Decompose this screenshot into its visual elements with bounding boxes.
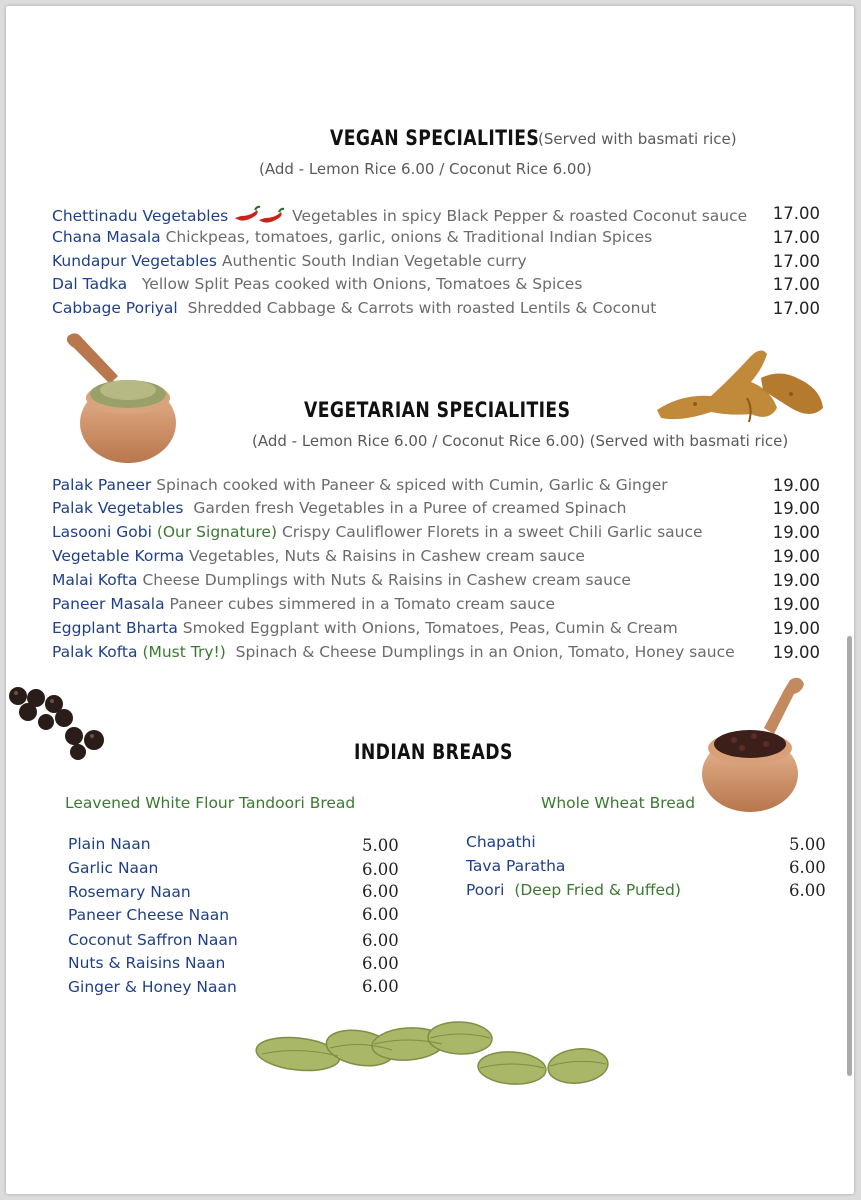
item-price: 19.00	[772, 547, 820, 566]
item-price: 17.00	[772, 228, 820, 247]
scrollbar[interactable]	[847, 636, 852, 1076]
item-description: Shredded Cabbage & Carrots with roasted Lentils & Coconut	[187, 299, 657, 317]
menu-item	[52, 275, 822, 297]
item-price: 19.00	[772, 571, 820, 590]
item-name: Lasooni Gobi	[52, 523, 152, 541]
bread-item	[68, 859, 158, 881]
bread-item	[466, 833, 536, 855]
menu-item	[52, 252, 822, 274]
breads-title: INDIAN BREADS	[354, 740, 513, 764]
leavened-bread-heading: Leavened White Flour Tandoori Bread	[65, 794, 356, 812]
menu-item	[52, 299, 822, 321]
item-price: 19.00	[772, 595, 820, 614]
item-description: Authentic South Indian Vegetable curry	[221, 252, 527, 270]
bread-price: 5.00	[789, 835, 826, 854]
item-price: 19.00	[772, 499, 820, 518]
bread-tag: (Deep Fried & Puffed)	[514, 881, 681, 899]
item-price: 17.00	[772, 204, 820, 223]
item-description: Spinach cooked with Paneer & spiced with Cumin, Garlic & Ginger	[156, 476, 668, 494]
vegan-title: VEGAN SPECIALITIES	[330, 126, 540, 150]
bread-name: Garlic Naan	[68, 859, 159, 877]
bread-item	[68, 835, 151, 857]
menu-item	[52, 523, 822, 545]
item-description: Crispy Cauliflower Florets in a sweet Chili Garlic sauce	[281, 523, 703, 541]
menu-item	[52, 619, 822, 641]
item-description: Cheese Dumplings with Nuts & Raisins in Cashew cream sauce	[142, 571, 631, 589]
menu-item	[52, 476, 822, 498]
vegetarian-title: VEGETARIAN SPECIALITIES	[304, 398, 571, 422]
bread-price: 6.00	[362, 905, 399, 924]
item-name: Dal Tadka	[52, 275, 128, 293]
whole-wheat-heading: Whole Wheat Bread	[541, 794, 696, 812]
menu-item	[52, 499, 822, 521]
item-price: 19.00	[772, 619, 820, 638]
bread-name: Ginger & Honey Naan	[68, 978, 237, 996]
item-price: 19.00	[772, 476, 820, 495]
item-name: Cabbage Poriyal	[52, 299, 178, 317]
item-description: Vegetables, Nuts & Raisins in Cashew cream sauce	[189, 547, 585, 565]
bread-item	[68, 978, 237, 1000]
bread-name: Paneer Cheese Naan	[68, 906, 230, 924]
item-tag: (Our Signature)	[156, 523, 278, 541]
bread-price: 5.00	[362, 836, 399, 855]
bread-item	[68, 954, 225, 976]
peppercorns-image	[6, 684, 116, 764]
cloves-bowl-image	[694, 674, 814, 814]
chili-pepper-icon	[233, 204, 287, 226]
menu-item	[52, 571, 822, 593]
turmeric-root-image	[651, 338, 827, 428]
menu-item	[52, 547, 822, 569]
bread-item	[466, 857, 565, 879]
item-name: Chettinadu Vegetables	[52, 207, 229, 225]
bread-name: Rosemary Naan	[68, 883, 191, 901]
bread-name: Plain Naan	[68, 835, 151, 853]
bread-price: 6.00	[789, 881, 826, 900]
vegan-add-rice-note: (Add - Lemon Rice 6.00 / Coconut Rice 6.00)	[259, 160, 592, 178]
item-description: Garden fresh Vegetables in a Puree of creamed Spinach	[193, 499, 627, 517]
bread-price: 6.00	[362, 882, 399, 901]
item-name: Vegetable Korma	[52, 547, 185, 565]
bread-item	[68, 931, 238, 953]
item-name: Chana Masala	[52, 228, 161, 246]
menu-item	[52, 595, 822, 617]
item-description: Spinach & Cheese Dumplings in an Onion, Tomato, Honey sauce	[235, 643, 735, 661]
item-name: Palak Kofta	[52, 643, 138, 661]
bread-name: Chapathi	[466, 833, 536, 851]
bread-name: Coconut Saffron Naan	[68, 931, 238, 949]
bread-price: 6.00	[789, 858, 826, 877]
item-name: Palak Vegetables	[52, 499, 184, 517]
item-price: 17.00	[772, 275, 820, 294]
bread-name: Poori	[466, 881, 505, 899]
item-price: 17.00	[772, 252, 820, 271]
cardamom-pods-image	[248, 1012, 618, 1092]
bread-price: 6.00	[362, 860, 399, 879]
bread-price: 6.00	[362, 954, 399, 973]
item-name: Paneer Masala	[52, 595, 165, 613]
menu-item	[52, 643, 822, 665]
item-description: Vegetables in spicy Black Pepper & roasted Coconut sauce	[292, 207, 748, 225]
bread-item	[466, 881, 681, 903]
menu-item	[52, 204, 822, 226]
item-description: Paneer cubes simmered in a Tomato cream sauce	[169, 595, 556, 613]
bread-name: Tava Paratha	[466, 857, 566, 875]
item-tag: (Must Try!)	[142, 643, 226, 661]
vegan-served-note: (Served with basmati rice)	[538, 130, 737, 148]
fennel-bowl-image	[58, 328, 188, 468]
item-description: Smoked Eggplant with Onions, Tomatoes, Peas, Cumin & Cream	[182, 619, 678, 637]
item-price: 19.00	[772, 523, 820, 542]
bread-name: Nuts & Raisins Naan	[68, 954, 226, 972]
item-name: Kundapur Vegetables	[52, 252, 217, 270]
bread-price: 6.00	[362, 977, 399, 996]
bread-item	[68, 883, 191, 905]
item-price: 19.00	[772, 643, 820, 662]
item-description: Yellow Split Peas cooked with Onions, Tomatoes & Spices	[141, 275, 583, 293]
item-name: Palak Paneer	[52, 476, 152, 494]
menu-item	[52, 228, 822, 250]
menu-page	[6, 6, 854, 1194]
bread-item	[68, 906, 229, 928]
bread-price: 6.00	[362, 931, 399, 950]
item-name: Malai Kofta	[52, 571, 138, 589]
item-name: Eggplant Bharta	[52, 619, 178, 637]
item-description: Chickpeas, tomatoes, garlic, onions & Traditional Indian Spices	[165, 228, 653, 246]
vegetarian-note: (Add - Lemon Rice 6.00 / Coconut Rice 6.00) (Served with basmati rice)	[252, 432, 789, 450]
item-price: 17.00	[772, 299, 820, 318]
